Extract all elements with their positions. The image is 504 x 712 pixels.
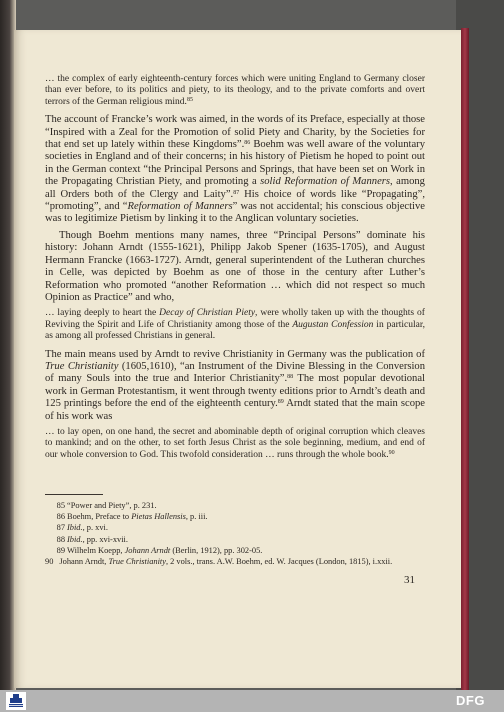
italic-text: solid Reformation of Manners <box>260 176 391 188</box>
paragraph-text: The account of Francke’s work was aimed, in the words of its Preface, especially at those “Inspired with a Zeal for the Promotion of solid Piety and Charity, by the Societies for that end set up lately within these Kingdoms”. <box>45 114 425 151</box>
footnote-text: “Power and Piety”, p. 231. <box>67 501 157 510</box>
quote-text: in particular, as among all professed Christians in general. <box>45 319 425 342</box>
footnote-number: 87 <box>56 523 65 533</box>
footnote-text: Boehm, Preface to <box>67 512 132 522</box>
italic-text: Decay of Christian Piety <box>159 308 256 319</box>
footnote-ref: 86 <box>244 140 251 147</box>
italic-text: Reformation of Manners <box>127 201 233 213</box>
footnote-rule <box>45 494 103 495</box>
footnote-text: , p. iii. <box>185 512 208 522</box>
paragraph-text: ” was not accidental; his conscious objective was to legitimize Pietism by linking it to the Anglican voluntary societies. <box>45 201 425 225</box>
footnote <box>45 500 425 511</box>
footnote-ref: 87 <box>233 189 240 196</box>
footnote-text: Wilhelm Koepp, <box>67 545 125 555</box>
footnote-ref: 85 <box>186 96 193 103</box>
block-quote <box>45 427 425 461</box>
paragraph <box>45 349 425 423</box>
footnote-text: , 2 vols., trans. A.W. Boehm, ed. W. Jacques (London, 1815), i.xxii. <box>165 557 393 567</box>
footnote-ref: 88 <box>287 374 294 381</box>
quote-text: … the complex of early eighteenth-century forces which were uniting England to Germany closer than ever before, to its politics and piety, to its theology, and to the private comforts and overt terrors of the German religious mind. <box>45 74 425 107</box>
library-logo-icon[interactable] <box>6 692 26 710</box>
viewer-footer-bar <box>0 690 504 712</box>
italic-text: Ibid. <box>67 534 83 544</box>
footnotes <box>45 500 425 567</box>
paragraph: Though Boehm mentions many names, three “Principal Persons” dominate his history: Johann Arndt (1555-1621), Philipp Jakob Spener (1635-1705), and August Hermann Francke (1663-1727). Arndt, general superintendent of the Lutheran churches in Celle, was depicted by Boehm as one of those in the century after Luther’s Reformation who promoted “another Reformation … which did not respect so much Opinion as Practice” and who, <box>45 229 425 303</box>
italic-text: Johann Arndt <box>124 545 171 555</box>
italic-text: True Christianity <box>108 557 166 567</box>
footnote-number: 90 <box>45 557 54 567</box>
footnote-text: Johann Arndt, <box>59 557 109 567</box>
quote-text: , were wholly taken up with the thoughts of Reviving the Spirit and Life of Christianity among those of the <box>45 308 425 330</box>
italic-text: Ibid. <box>67 523 83 533</box>
block-quote <box>45 74 425 108</box>
footnote <box>45 545 425 556</box>
italic-text: Pietas Hallensis <box>131 512 186 522</box>
footnote-text: , pp. xvi-xvii. <box>82 534 128 544</box>
footnote-text: (Berlin, 1912), pp. 302-05. <box>170 545 263 555</box>
footnote-number: 88 <box>56 534 65 544</box>
footnote-ref: 89 <box>277 399 284 406</box>
footnote <box>45 556 425 567</box>
footnote <box>45 511 425 522</box>
italic-text: True Christianity <box>45 360 119 372</box>
dfg-logo[interactable]: DFG <box>456 693 485 708</box>
footnote-number: 89 <box>56 545 65 555</box>
footnote-number: 86 <box>56 512 65 522</box>
paragraph-text: The main means used by Arndt to revive Christianity in Germany was the publication of <box>45 348 425 360</box>
italic-text: Augustan Confession <box>292 319 374 330</box>
page-number: 31 <box>404 574 415 586</box>
footnote <box>45 534 425 545</box>
paragraph-text: (1605,1610), “an Instrument of the Divine Blessing in the Conversion of many Souls into the true and Interior Christianity”. <box>45 360 426 385</box>
paragraph-text: Boehm was well aware of the voluntary societies in England and of their concerns; in his history of Pietism he hoped to point out in the German context “the Principal Persons and Springs, that have been set on Work in the Propagating Christian Piety, and promoting a <box>45 139 425 188</box>
footnote-number: 85 <box>56 501 65 510</box>
footnote <box>45 522 425 533</box>
footnote-ref: 90 <box>388 449 395 456</box>
quote-text: … to lay open, on one hand, the secret and abominable depth of original corruption which cleaves to mankind; and on the other, to set forth Jesus Christ as the sole beginning, medium, and end of our whole conversion to God. This twofold consideration … runs through the whole book. <box>45 426 425 460</box>
block-quote <box>45 308 425 342</box>
paragraph-text: The most popular devotional work in German Protestantism, it went through twenty editions prior to Arndt’s death and 125 printings before the end of the eighteenth century. <box>45 373 425 410</box>
paragraph <box>45 114 425 226</box>
paragraph-text: , among all Orders both of the Clergy and Laity”. <box>45 176 425 200</box>
page-body <box>45 74 425 467</box>
book-cover-edge <box>461 28 469 690</box>
book-page <box>14 30 461 688</box>
paragraph-text: His choice of words like “Propagating”, “promoting”, and “ <box>45 188 425 213</box>
paragraph-text: Arndt stated that the main scope of his work was <box>45 398 425 422</box>
quote-text: … laying deeply to heart the <box>45 308 160 319</box>
footnote-text: , p. xvi. <box>82 523 108 533</box>
